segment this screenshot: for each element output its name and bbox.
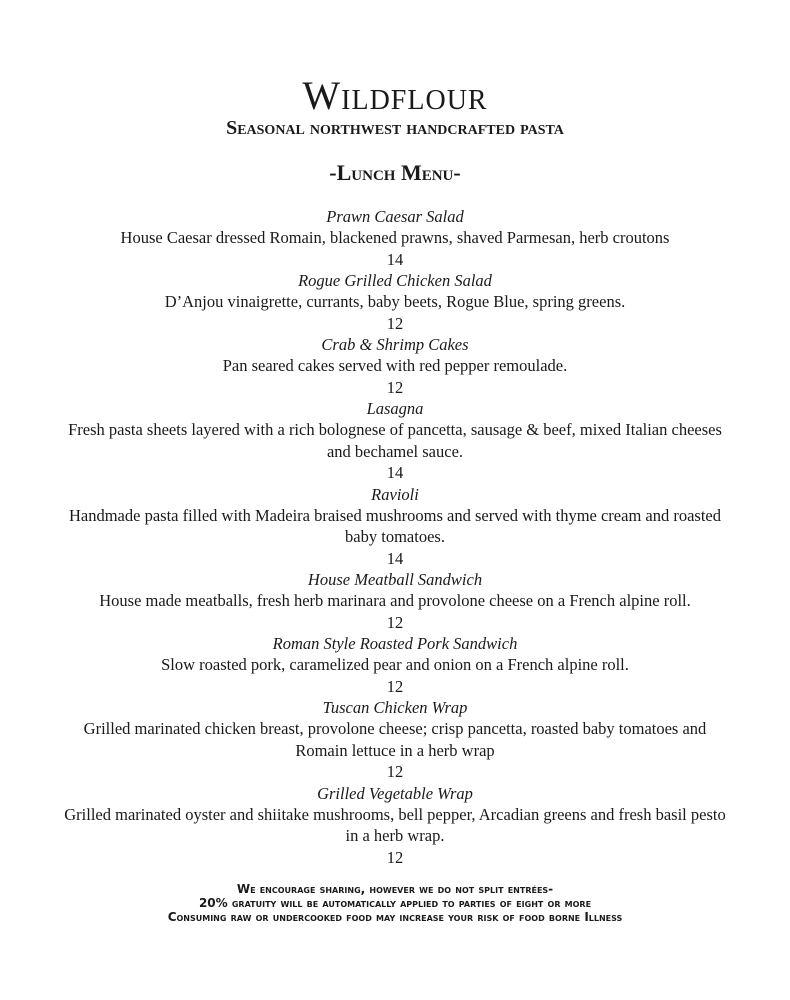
food-safety-warning: Consuming raw or undercooked food may increase your risk of food borne Illness (167, 910, 623, 924)
item-name: Ravioli (371, 484, 419, 504)
menu-item (0, 633, 790, 697)
item-name: Crab & Shrimp Cakes (321, 335, 469, 354)
item-name: Prawn Caesar Salad (326, 207, 464, 226)
item-price: 14 (386, 249, 404, 269)
item-price: 12 (386, 313, 404, 333)
menu-item (0, 783, 790, 869)
item-price: 12 (386, 377, 404, 397)
item-description: House Caesar dressed Romain, blackened prawns, shaved Parmesan, herb croutons (120, 228, 670, 247)
item-description: Slow roasted pork, caramelized pear and onion on a French alpine roll. (161, 655, 629, 674)
item-price: 14 (386, 548, 404, 568)
sharing-policy: We encourage sharing, however we do not split entrées- (236, 882, 554, 896)
menu-item (0, 334, 790, 398)
menu-item (0, 206, 790, 270)
item-name: Grilled Vegetable Wrap (317, 783, 473, 803)
item-description: Pan seared cakes served with red pepper remoulade. (222, 356, 568, 375)
menu-item (0, 484, 790, 570)
menu-item (0, 398, 790, 484)
menu-item (0, 569, 790, 633)
item-price: 14 (386, 463, 404, 482)
item-price: 12 (386, 676, 404, 696)
item-name: Roman Style Roasted Pork Sandwich (272, 634, 518, 653)
item-description: House made meatballs, fresh herb marinara and provolone cheese on a French alpine roll. (99, 591, 691, 610)
menu-item (0, 270, 790, 334)
item-price: 12 (386, 847, 404, 867)
menu-item (0, 697, 790, 783)
item-description: Grilled marinated chicken breast, provolone cheese; crisp pancetta, roasted baby tomatoes and Romain lettuce in a herb wrap (83, 719, 707, 760)
item-description: D’Anjou vinaigrette, currants, baby beets, Rogue Blue, spring greens. (164, 292, 626, 311)
item-description: Grilled marinated oyster and shiitake mushrooms, bell pepper, Arcadian greens and fresh basil pesto in a herb wrap. (64, 804, 726, 845)
item-description: Fresh pasta sheets layered with a rich bolognese of pancetta, sausage & beef, mixed Italian cheeses and bechamel sauce. (68, 420, 722, 461)
item-description: Handmade pasta filled with Madeira braised mushrooms and served with thyme cream and roasted baby tomatoes. (68, 505, 721, 546)
menu-items (0, 206, 790, 868)
item-name: Rogue Grilled Chicken Salad (298, 271, 492, 290)
menu-footer (0, 882, 790, 924)
item-price: 12 (386, 612, 404, 632)
item-name: Tuscan Chicken Wrap (322, 698, 468, 717)
gratuity-policy: 20% gratuity will be automatically applied to parties of eight or more (198, 896, 592, 910)
item-name: House Meatball Sandwich (307, 570, 483, 589)
restaurant-tagline: Seasonal northwest handcrafted pasta (226, 117, 564, 139)
item-price: 12 (386, 762, 404, 781)
restaurant-name: Wildflour (302, 73, 488, 118)
menu-title: -Lunch Menu- (329, 160, 461, 185)
item-name: Lasagna (366, 399, 424, 418)
